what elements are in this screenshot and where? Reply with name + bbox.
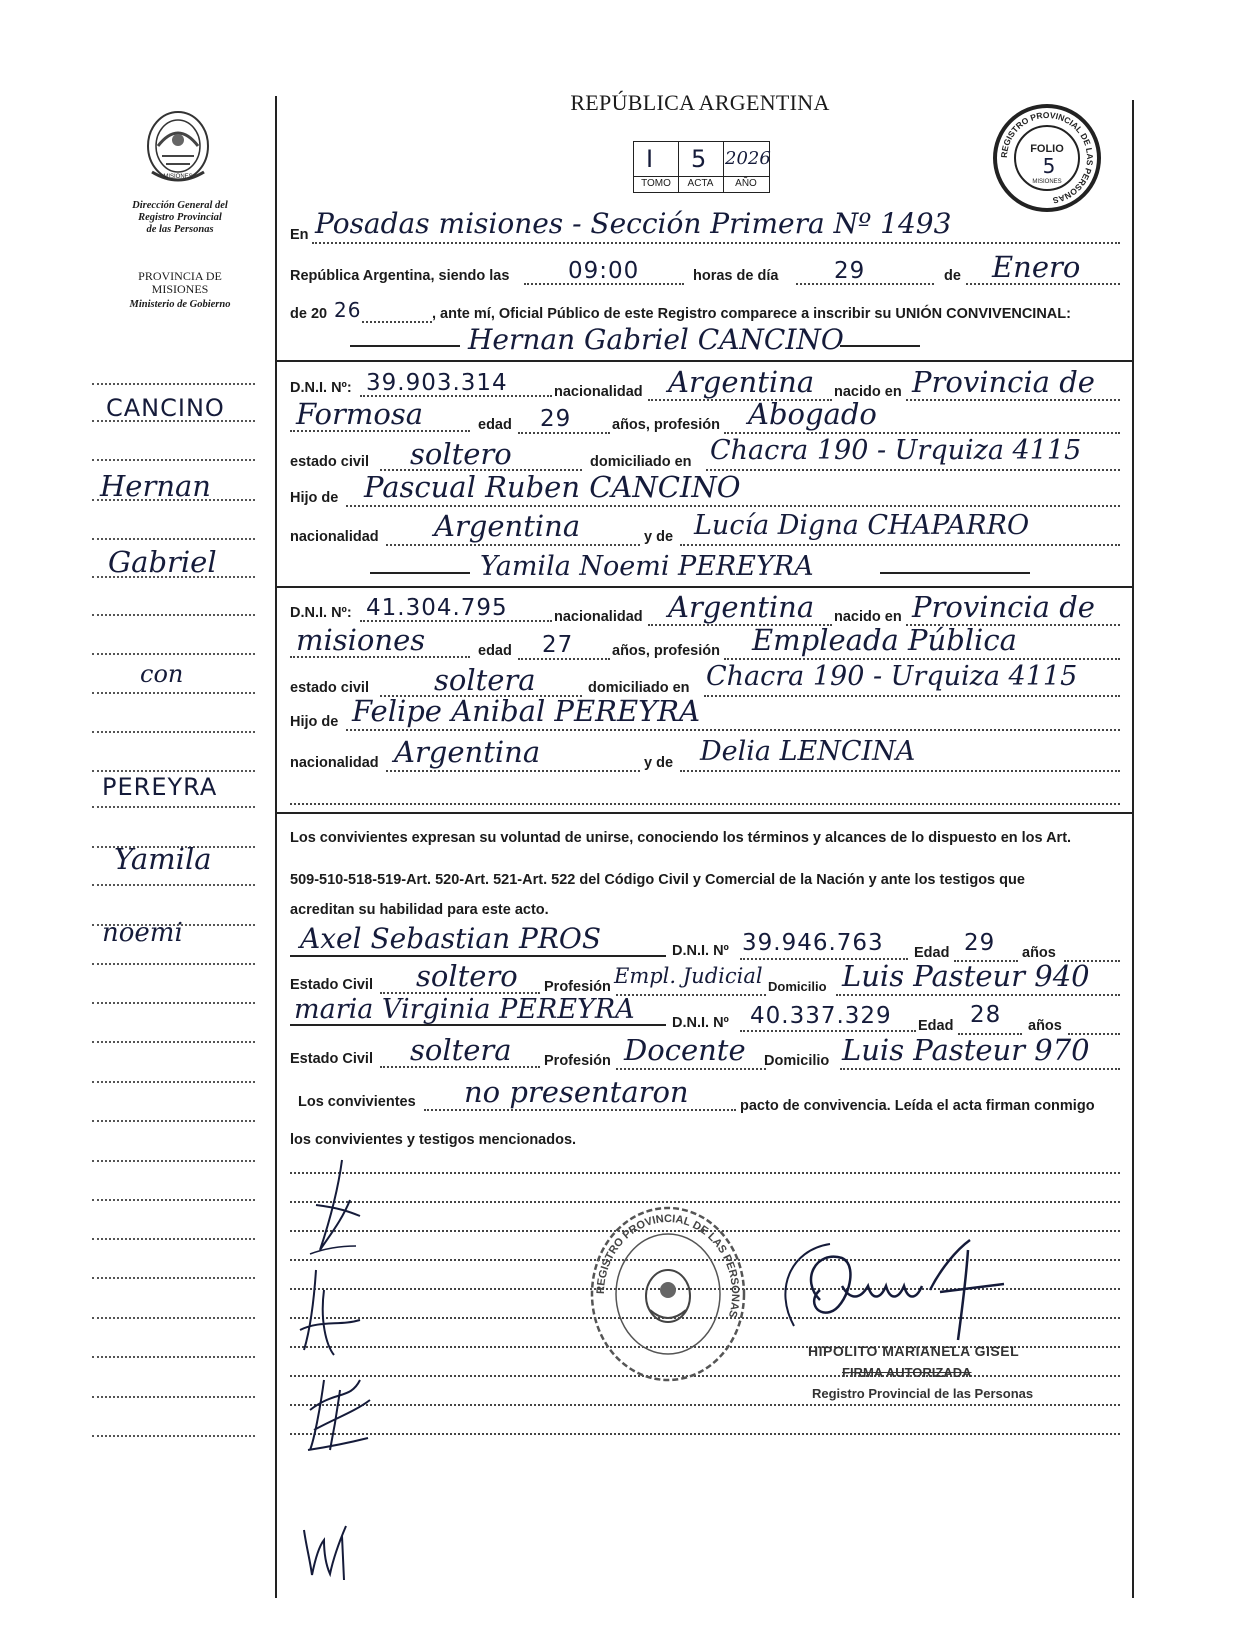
declaration-line-3: acreditan su habilidad para este acto. [290,902,549,918]
w2-civil-label: Estado Civil [290,1051,373,1067]
margin-name-3: Yamila [114,842,212,876]
province-name: PROVINCIA DE MISIONES [138,269,222,296]
p2-dni: 41.304.795 [366,595,508,621]
acta-value: 5 [691,145,708,173]
record-number-box [633,141,770,193]
witness-signatures [280,1150,400,1590]
signature-dotted-line [290,1172,1120,1174]
registry-seal [590,1206,746,1382]
place-value: Posadas misiones - Sección Primera Nº 1493 [315,207,952,240]
margin-dotted-line [92,614,255,616]
republic-label: República Argentina, siendo las [290,268,510,284]
folio-stamp [992,103,1102,213]
province-coat-of-arms [140,106,216,190]
margin-dotted-line [92,884,255,886]
country-title: REPÚBLICA ARGENTINA [570,90,830,115]
margin-dotted-line [92,1356,255,1358]
p1-mother-label: y de [644,529,674,545]
year-prefix: de 20 [290,306,328,322]
w2-dni-label: D.N.I. Nº [672,1015,729,1031]
p2-profession: Empleada Pública [752,623,1017,657]
declaration-line-2: 509-510-518-519-Art. 520-Art. 521-Art. 522 del Código Civil y Comercial de la Nación y ante los testigos que [290,872,1025,888]
w1-age: 29 [964,930,996,956]
official-office: Registro Provincial de las Personas [812,1386,1034,1401]
margin-dotted-line [92,1081,255,1083]
margin-name-4: noemi [102,918,183,948]
p1-age: 29 [540,406,572,432]
w1-age-label: Edad [914,945,950,961]
w2-profession: Docente [624,1033,746,1067]
w2-address: Luis Pasteur 970 [842,1033,1090,1067]
margin-dotted-line [92,1277,255,1279]
signature-dotted-line [290,1404,1120,1406]
en-label: En [290,227,309,243]
margin-surname-1: CANCINO [106,394,225,422]
w2-age: 28 [970,1002,1002,1028]
margin-connector: con [140,660,184,688]
p2-father-nat-label: nacionalidad [290,755,379,771]
p1-dni: 39.903.314 [366,370,508,396]
p2-father-label: Hijo de [290,714,339,730]
p2-dni-label: D.N.I. Nº: [290,605,352,621]
seal-text: MISIONES [163,174,193,180]
official-title: FIRMA AUTORIZADA [842,1365,972,1380]
margin-dotted-line [92,538,255,540]
margin-dotted-line [92,770,255,772]
p2-mother: Delia LENCINA [700,736,916,767]
p1-civil-label: estado civil [290,454,369,470]
w1-civil: soltero [416,959,518,993]
official-signature [780,1230,1030,1350]
margin-dotted-line [92,1317,255,1319]
p2-father: Felipe Anibal PEREYRA [352,694,701,728]
margin-dotted-line [92,653,255,655]
margin-dotted-line [92,1199,255,1201]
tomo-value: I [646,145,655,173]
signature-dotted-line [290,1433,1120,1435]
margin-dotted-line [92,963,255,965]
p1-birthplace-a: Provincia de [912,365,1095,399]
p1-father: Pascual Ruben CANCINO [364,470,741,504]
w1-civil-label: Estado Civil [290,977,373,993]
p2-civil-label: estado civil [290,680,369,696]
w2-profession-label: Profesión [544,1053,611,1069]
ministry-name: Ministerio de Gobierno [129,299,231,310]
p2-birthplace-a: Provincia de [912,590,1095,624]
w1-profession-label: Profesión [544,979,611,995]
official-name: HIPOLITO MARIANELA GISEL [808,1343,1020,1359]
w2-name: maria Virginia PEREYRA [294,994,635,1025]
acta-label: ACTA [687,178,714,189]
w2-dni: 40.337.329 [750,1003,892,1029]
declaration-line-1: Los convivientes expresan su voluntad de unirse, conociendo los términos y alcances de lo dispuesto en los Art. [290,830,1072,846]
margin-dotted-line [92,1120,255,1122]
p1-address: Chacra 190 - Urquiza 4115 [710,435,1082,466]
p1-father-label: Hijo de [290,490,339,506]
w1-dni: 39.946.763 [742,930,884,956]
margin-dotted-line [92,731,255,733]
folio-number: 5 [1042,154,1056,178]
de-label: de [944,268,961,284]
w2-age-label: Edad [918,1018,954,1034]
p1-civil: soltero [410,437,512,471]
p2-address: Chacra 190 - Urquiza 4115 [706,661,1078,692]
w2-address-label: Domicilio [764,1053,830,1069]
p1-father-nat-label: nacionalidad [290,529,379,545]
w1-address: Luis Pasteur 940 [842,959,1090,993]
folio-sub: MISIONES [1032,179,1062,185]
hours-label: horas de día [693,268,779,284]
margin-dotted-line [92,459,255,461]
form-right-border [1132,100,1134,1598]
p1-nationality: Argentina [668,365,815,399]
time-value: 09:00 [568,258,640,284]
p2-nationality: Argentina [668,590,815,624]
p1-father-nationality: Argentina [434,509,581,543]
month-value: Enero [992,250,1081,284]
statement-text: , ante mí, Oficial Público de este Registro comparece a inscribir su UNIÓN CONVIVENCINAL: [432,306,1071,322]
office-name: Dirección General del Registro Provincial de las Personas [132,200,228,235]
day-value: 29 [834,258,866,284]
form-left-border [275,96,277,1598]
p1-profession-label: años, profesión [612,417,720,433]
p1-address-label: domiciliado en [590,454,692,470]
margin-dotted-line [92,383,255,385]
person1-full-name: Hernan Gabriel CANCINO [468,323,844,356]
margin-dotted-line [92,1435,255,1437]
margin-name-1: Hernan [100,469,211,503]
margin-name-2: Gabriel [108,545,217,579]
p2-profession-label: años, profesión [612,643,720,659]
margin-dotted-line [92,692,255,694]
anio-value: 2026 [725,148,771,169]
w1-profession: Empl. Judicial [614,964,763,988]
margin-surname-2: PEREYRA [102,773,218,801]
signature-dotted-line [290,1201,1120,1203]
divider-2 [275,586,1132,588]
p1-age-label: edad [478,417,512,433]
p1-nationality-label: nacionalidad [554,384,643,400]
p2-age-label: edad [478,643,512,659]
w2-anos-label: años [1028,1018,1062,1034]
margin-dotted-line [92,1238,255,1240]
divider-3 [275,812,1132,814]
margin-dotted-line [92,1396,255,1398]
folio-label: FOLIO [1030,143,1064,155]
w1-address-label: Domicilio [768,979,827,994]
folio-ring-text: REGISTRO PROVINCIAL DE LAS PERSONAS [998,109,1096,206]
p1-dni-label: D.N.I. Nº: [290,380,352,396]
seal-ring-text: REGISTRO PROVINCIAL DE LAS PERSONAS [594,1212,742,1319]
p2-father-nationality: Argentina [394,735,541,769]
margin-dotted-line [92,1160,255,1162]
p2-age: 27 [542,632,574,658]
w1-anos-label: años [1022,945,1056,961]
w1-dni-label: D.N.I. Nº [672,943,729,959]
p2-nationality-label: nacionalidad [554,609,643,625]
p1-profession: Abogado [748,397,877,431]
tomo-label: TOMO [641,178,671,189]
p2-address-label: domiciliado en [588,680,690,696]
year-suffix: 26 [334,298,362,322]
p2-mother-label: y de [644,755,674,771]
pact-value: no presentaron [464,1075,689,1109]
margin-dotted-line [92,1041,255,1043]
p1-mother: Lucía Digna CHAPARRO [694,510,1030,541]
margin-dotted-line [92,1002,255,1004]
p2-civil: soltera [434,663,536,697]
pact-rest: pacto de convivencia. Leída el acta firman conmigo [740,1098,1095,1114]
p2-birthplace-b: misiones [296,623,426,657]
divider-1 [275,360,1132,362]
closing-line-2: los convivientes y testigos mencionados. [290,1132,577,1148]
convivientes-label: Los convivientes [298,1094,416,1110]
p1-born-label: nacido en [834,384,902,400]
margin-dotted-line [92,806,255,808]
person2-full-name: Yamila Noemi PEREYRA [480,551,814,582]
w1-name: Axel Sebastian PROS [300,922,602,955]
w2-civil: soltera [410,1033,512,1067]
p1-birthplace-b: Formosa [296,397,423,431]
p2-born-label: nacido en [834,609,902,625]
anio-label: AÑO [735,178,757,189]
